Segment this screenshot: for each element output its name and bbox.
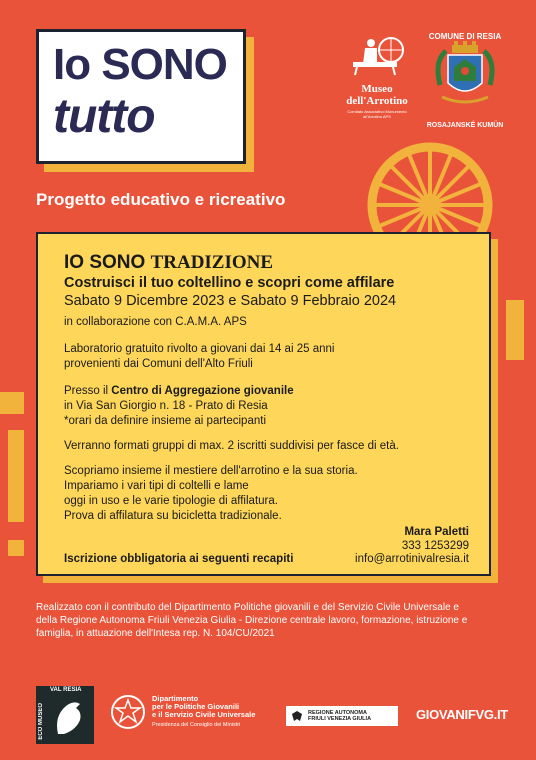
title-line2: tutto: [53, 90, 155, 143]
place-line2: in Via San Giorgio n. 18 - Prato di Resia: [64, 400, 268, 412]
event-collab: in collaborazione con C.A.M.A. APS: [64, 316, 247, 328]
regione-line1: REGIONE AUTONOMA: [308, 709, 367, 716]
museo-logo: [344, 36, 410, 119]
republic-emblem-icon: [110, 694, 146, 730]
dip-line3: e il Servizio Civile Universale: [152, 710, 256, 719]
place-line3: *orari da definire insieme ai partecipanti: [64, 415, 266, 427]
bird-icon: [36, 686, 94, 744]
place-line1: [64, 384, 489, 399]
event-title: [64, 252, 489, 274]
giovanifvg-logo: [416, 707, 508, 722]
eco-top-text: VAL RESIA: [50, 687, 82, 693]
title-line1: Io SONO: [53, 40, 227, 89]
lab-line2: provenienti dai Comuni dell'Alto Friuli: [64, 358, 253, 370]
registration-row: [64, 553, 469, 565]
dip-line4: Presidenza del Consiglio dei Ministri: [152, 722, 241, 728]
footer-credits: Realizzato con il contributo del Dipartimento Politiche giovanili e del Servizio Civile Universale e della Regione Autonoma Friuli Venezia Giulia - Direzione centrale lavoro, formazione, istruzione e famiglia, in attuazione dell'Intesa rep. N. 104/CU/2021: [36, 602, 468, 639]
dipartimento-text: [152, 695, 255, 729]
groups-line: Verranno formati gruppi di max. 2 iscritti suddivisi per fasce di età.: [64, 440, 399, 452]
contact-email[interactable]: info@arrotinivalresia.it: [355, 553, 469, 565]
title-box: [36, 29, 246, 164]
museo-sub: Comitato Associativo Monumento all'Arrotino APS: [347, 109, 407, 119]
event-dates: Sabato 9 Dicembre 2023 e Sabato 9 Febbraio 2024: [64, 293, 397, 309]
eco-side-text: ECO MUSEO: [38, 703, 44, 740]
place-pre: Presso il: [64, 385, 112, 397]
eagle-icon: [290, 709, 304, 723]
registration-label: Iscrizione obbligatoria ai seguenti recapiti: [64, 553, 294, 565]
comune-bottom: ROSAJANSKÉ KUMÜN: [426, 122, 504, 129]
decor-bar-left-1: [0, 392, 24, 414]
desc-line1: Scopriamo insieme il mestiere dell'arrotino e la sua storia.: [64, 465, 358, 477]
event-subtitle: Costruisci il tuo coltellino e scopri come affilare: [64, 275, 395, 291]
regione-text: [308, 710, 371, 723]
event-card: [36, 232, 491, 576]
event-title-b: TRADIZIONE: [150, 252, 274, 273]
giovani-a: GIOVANI: [416, 707, 468, 722]
grinder-icon: [347, 36, 407, 76]
lab-line1: Laboratorio gratuito rivolto a giovani dai 14 ai 25 anni: [64, 343, 335, 355]
contact-phone[interactable]: 333 1253299: [401, 540, 469, 552]
ecomuseo-logo: [36, 686, 94, 744]
regione-logo: [286, 706, 398, 726]
dip-line1: Dipartimento: [152, 694, 199, 703]
giovani-b: FVG.IT: [467, 707, 508, 722]
comune-logo: [420, 32, 510, 129]
decor-bar-right: [506, 300, 524, 360]
regione-line2: FRIULI VENEZIA GIULIA: [308, 716, 372, 722]
event-title-a: IO SONO: [64, 252, 151, 273]
coat-of-arms-icon: [432, 41, 498, 115]
dip-line2: per le Politiche Giovanili: [152, 702, 240, 711]
subtitle: Progetto educativo e ricreativo: [36, 190, 286, 209]
comune-top: COMUNE DI RESIA: [428, 32, 502, 41]
desc-line4: Prova di affilatura su bicicletta tradizionale.: [64, 510, 282, 522]
decor-bar-left-3: [8, 540, 24, 556]
dipartimento-logo: [110, 694, 255, 730]
place-bold: Centro di Aggregazione giovanile: [111, 385, 294, 397]
desc-line3: oggi in uso e le varie tipologie di affilatura.: [64, 495, 278, 507]
museo-name: Museo dell'Arrotino: [346, 83, 408, 107]
contact-name: Mara Paletti: [404, 526, 469, 538]
desc-line2: Impariamo i vari tipi di coltelli e lame: [64, 480, 249, 492]
contact-block: [402, 525, 469, 553]
decor-bar-left-2: [8, 430, 24, 522]
